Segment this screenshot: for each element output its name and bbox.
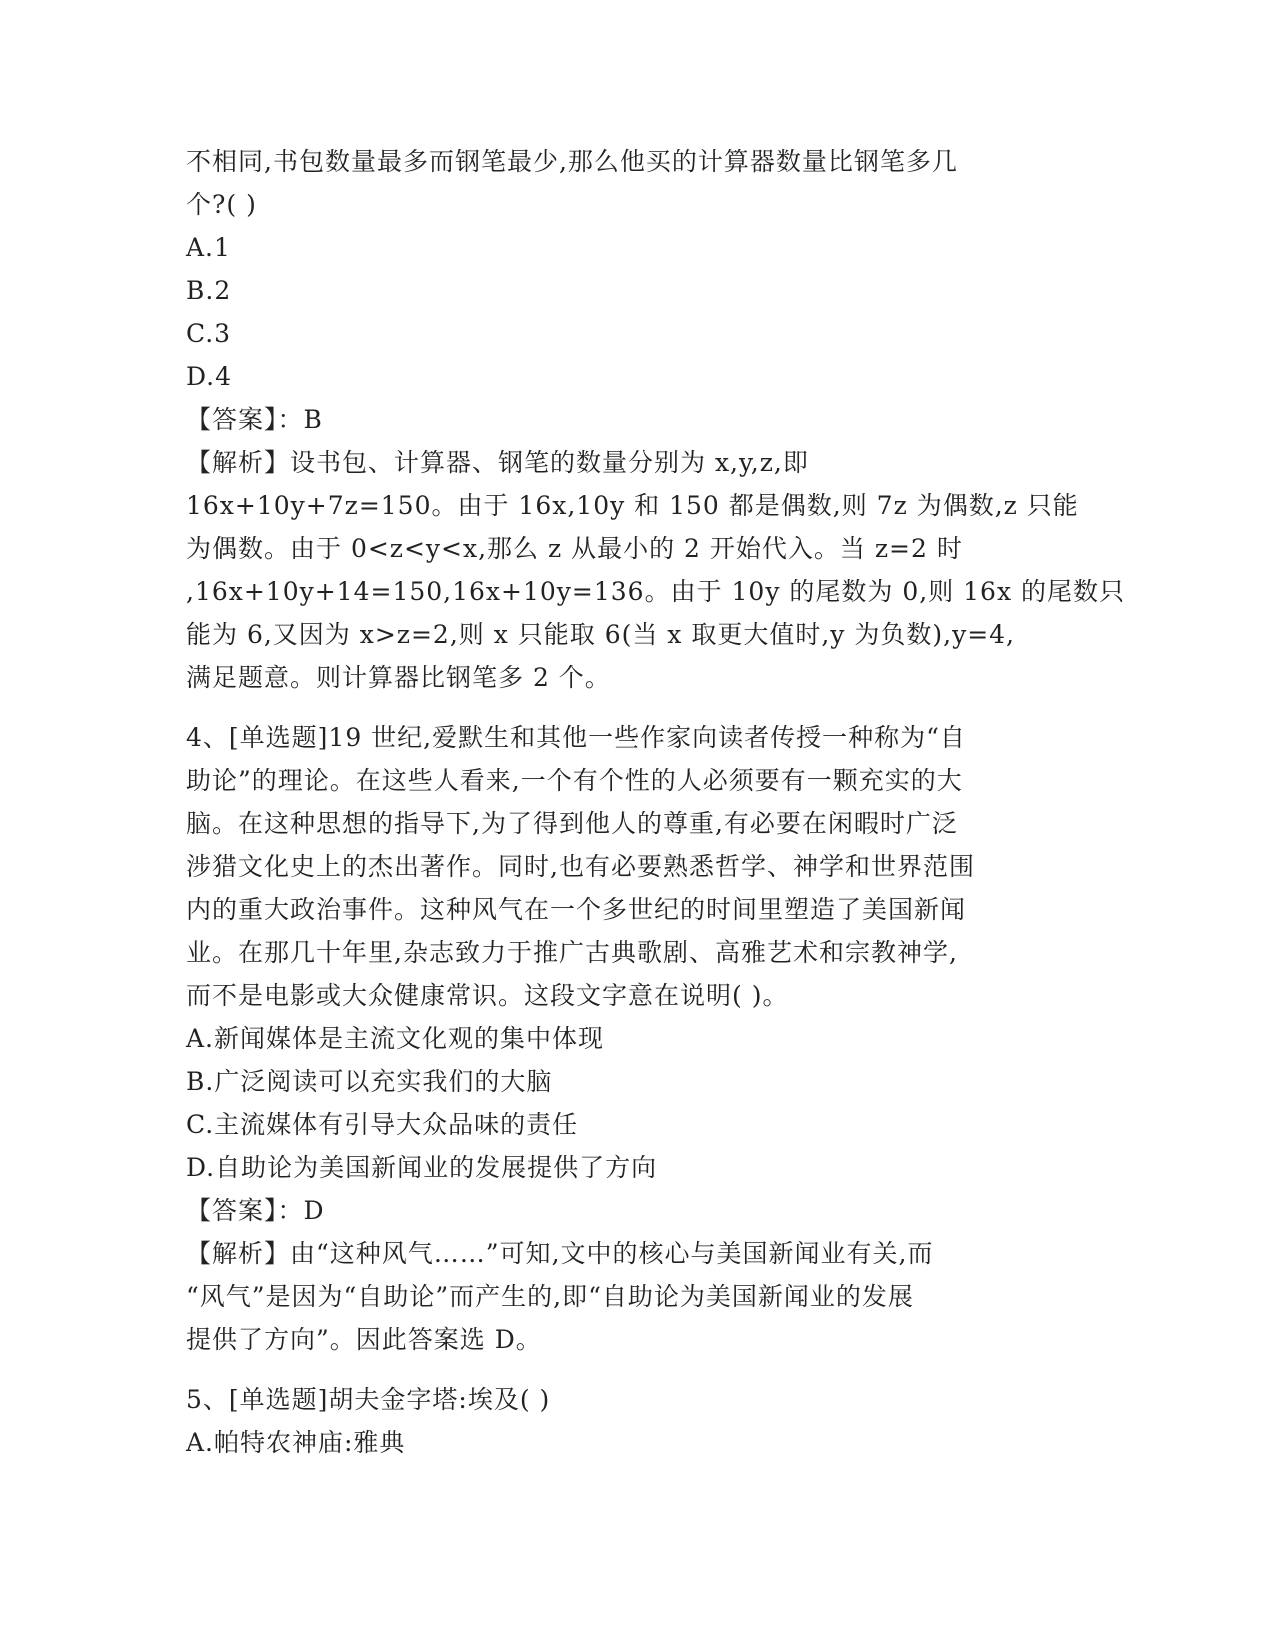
question-5 (186, 1378, 1076, 1464)
question-stem-line: 业。在那几十年里,杂志致力于推广古典歌剧、高雅艺术和宗教神学, (186, 938, 958, 967)
analysis-line: 【解析】设书包、计算器、钢笔的数量分别为 x,y,z,即 (186, 448, 809, 477)
analysis-line: 能为 6,又因为 x>z=2,则 x 只能取 6(当 x 取更大值时,y 为负数),y=4, (186, 620, 1015, 649)
option-a: A.帕特农神庙:雅典 (186, 1428, 406, 1457)
question-stem-line: 个?( ) (186, 190, 257, 219)
question-stem-line: 5、[单选题]胡夫金字塔:埃及( ) (186, 1385, 551, 1414)
option-d: D.自助论为美国新闻业的发展提供了方向 (186, 1153, 658, 1182)
analysis-line: 提供了方向”。因此答案选 D。 (186, 1325, 542, 1354)
question-4 (186, 716, 1076, 1361)
section-spacer (186, 699, 1076, 716)
option-a: A.1 (186, 233, 231, 262)
analysis-line: 为偶数。由于 0<z<y<x,那么 z 从最小的 2 开始代入。当 z=2 时 (186, 534, 963, 563)
option-d: D.4 (186, 362, 233, 391)
question-stem-line: 涉猎文化史上的杰出著作。同时,也有必要熟悉哲学、神学和世界范围 (186, 852, 975, 881)
analysis-line: 满足题意。则计算器比钢笔多 2 个。 (186, 663, 611, 692)
question-stem-line: 脑。在这种思想的指导下,为了得到他人的尊重,有必要在闲暇时广泛 (186, 809, 958, 838)
answer-line: 【答案】：D (186, 1196, 325, 1225)
option-c: C.3 (186, 319, 232, 348)
question-stem-line: 而不是电影或大众健康常识。这段文字意在说明( )。 (186, 981, 789, 1010)
option-c: C.主流媒体有引导大众品味的责任 (186, 1110, 579, 1139)
question-stem-line: 不相同,书包数量最多而钢笔最少,那么他买的计算器数量比钢笔多几 (186, 147, 958, 176)
option-b: B.广泛阅读可以充实我们的大脑 (186, 1067, 553, 1096)
question-stem-line: 4、[单选题]19 世纪,爱默生和其他一些作家向读者传授一种称为“自 (186, 723, 966, 752)
question-stem-line: 内的重大政治事件。这种风气在一个多世纪的时间里塑造了美国新闻 (186, 895, 967, 924)
analysis-line: 【解析】由“这种风气……”可知,文中的核心与美国新闻业有关,而 (186, 1239, 934, 1268)
document-page (186, 140, 1126, 1464)
question-stem-line: 助论”的理论。在这些人看来,一个有个性的人必须要有一颗充实的大 (186, 766, 963, 795)
option-a: A.新闻媒体是主流文化观的集中体现 (186, 1024, 605, 1053)
section-spacer (186, 1361, 1076, 1378)
analysis-line: 16x+10y+7z=150。由于 16x,10y 和 150 都是偶数,则 7z 为偶数,z 只能 (186, 491, 1079, 520)
option-b: B.2 (186, 276, 232, 305)
analysis-line: “风气”是因为“自助论”而产生的,即“自助论为美国新闻业的发展 (186, 1282, 914, 1311)
answer-line: 【答案】：B (186, 405, 323, 434)
analysis-line: ,16x+10y+14=150,16x+10y=136。由于 10y 的尾数为 0,则 16x 的尾数只 (186, 577, 1126, 606)
question-3-continued (186, 140, 1126, 699)
